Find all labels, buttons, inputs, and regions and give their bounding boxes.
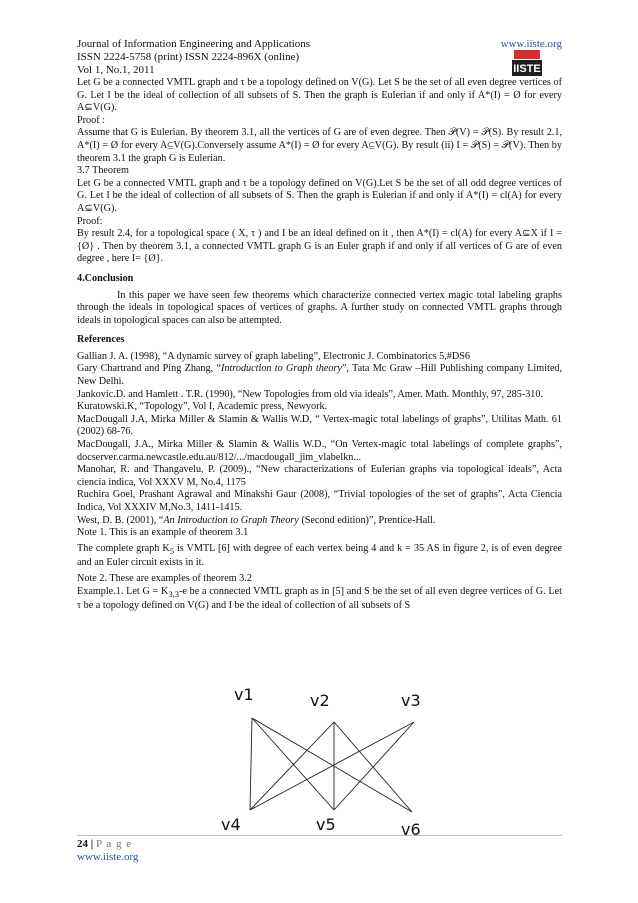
proof-label-2: Proof: xyxy=(77,215,103,227)
k5-statement: The complete graph $K_5$ is VMTL [6] with degree of each vertex being 4 and k = 35 AS in figure 2, is of even degree and an Euler circuit exists in it. xyxy=(77,542,562,569)
conclusion-text: In this paper we have seen few theorems which characterize connected vertex magic total labeling graphs through the ideals in topological spaces of vertices of graphs. A further study on connected VMTL graphs through ideals in topological spaces can also be attempted. xyxy=(77,289,562,326)
reference-item: Gary Chartrand and Ping Zhang, “Introduction to Graph theory”, Tata Mc Graw –Hill Publishing company Limited, New Delhi. xyxy=(77,363,562,388)
body-text xyxy=(77,77,562,613)
vertex-label-v3: v3 xyxy=(401,691,421,710)
reference-item: Gallian J. A. (1998), “A dynamic survey of graph labeling”, Electronic J. Combinatorics 5,#DS6 xyxy=(77,350,470,362)
page-number: 24 xyxy=(77,838,88,850)
proof-label: Proof : xyxy=(77,114,106,126)
footer-url-link[interactable]: www.iiste.org xyxy=(77,851,139,863)
journal-title: Journal of Information Engineering and Applications xyxy=(77,38,311,50)
references-heading: References xyxy=(77,334,125,346)
page-word: P a g e xyxy=(95,838,133,850)
journal-volume: Vol 1, No.1, 2011 xyxy=(77,64,155,76)
example-1: Example.1. Let $G = K_{3,3}-e$ be a connected VMTL graph as in [5] and S be the set of all even degree vertices of G. Let τ be a topology defined on V(G) and I be the ideal of collection of all subsets of S xyxy=(77,585,562,612)
vertex-label-v1: v1 xyxy=(234,685,254,704)
reference-item: Jankovic.D. and Hamlett . T.R. (1990), “New Topologies from old via ideals”, Amer. Math. Monthly, 97, 285-310. xyxy=(77,388,544,400)
footer-divider xyxy=(77,835,562,836)
graph-edge-v3-v4 xyxy=(250,722,414,810)
header-url-link[interactable]: www.iiste.org xyxy=(500,38,562,50)
journal-header xyxy=(77,38,562,77)
reference-item: West, D. B. (2001), “An Introduction to Graph Theory (Second edition)”, Prentice-Hall. xyxy=(77,514,436,526)
note-1: Note 1. This is an example of theorem 3.1 xyxy=(77,527,249,539)
graph-edge-v3-v5 xyxy=(334,722,414,810)
theorem-statement: Let G be a connected VMTL graph and τ be a topology defined on V(G). Let S be the set of all even degree vertices of G. Let I be the ideal of collection of all subsets of S. Then the graph is Eulerian if and only if A*(I) = Ø for every A⊆V(G). xyxy=(77,77,562,114)
theorem-heading: 3.7 Theorem xyxy=(77,165,129,177)
proof-text-2: By result 2.4, for a topological space ( X, τ ) and I be an ideal defined on it , then A*(I) = cl(A) for every A⊆X if I = {Ø} . Then by theorem 3.1, a connected VMTL graph G is an Euler graph if and only if all vertices of G are of even degree , here I= {Ø}. xyxy=(77,228,562,265)
graph-edge-v1-v5 xyxy=(252,718,334,810)
theorem-statement-3-7: Let G be a connected VMTL graph and τ be a topology defined on V(G).Let S be the set of all odd degree vertices of G. Let I be the ideal of collection of all subsets of S. Then the graph is Eulerian if and only if A*(I) = cl(A) for every A⊆V(G). xyxy=(77,177,562,214)
vertex-label-v6: v6 xyxy=(401,820,421,839)
reference-item: Kuratowski.K, “Topology”, Vol I, Academic press, Newyork. xyxy=(77,401,328,413)
reference-item: Ruchira Goel, Prashant Agrawal and Minakshi Gaur (2008), “Trivial topologies of the set of graphs”, Acta Ciencia Indica, Vol XXXIV M,No.3, 1411-1415. xyxy=(77,489,562,513)
reference-item: Manohar, R. and Thangavelu, P. (2009)., “New characterizations of Eulerian graphs via topological ideals”, Acta ciencia indica, Vol XXXV M, No.4, 1175 xyxy=(77,464,562,488)
graph-edge-v2-v4 xyxy=(250,722,334,810)
reference-item: MacDougall, J.A., Mirka Miller & Slamin & Wallis W.D., “On Vertex-magic total labelings of complete graphs”, docserver.carma.newcastle.edu.au/812/.../macdougall_jim_vlabelkn... xyxy=(77,439,562,463)
reference-item: MacDougall J.A, Mirka Miller & Slamin & Wallis W.D, “ Vertex-magic total labelings of graphs”, Utilitas Math. 61 (2002) 68-76. xyxy=(77,413,562,438)
vertex-label-v2: v2 xyxy=(310,691,330,710)
graph-edge-v2-v6 xyxy=(334,722,412,812)
proof-text: Assume that G is Eulerian. By theorem 3.1, all the vertices of G are of even degree. Then 𝒫(V) = 𝒫(S). By result 2.1, A*(I) = Ø for every A⊆V(G).Conversely assume A*(I) = Ø for every A⊆V(G). By result (ii) I = 𝒫(S) = 𝒫(V). Then by theorem 3.1 the graph G is Eulerian. xyxy=(77,127,562,164)
graph-edge-v1-v6 xyxy=(252,718,412,812)
vertex-label-v4: v4 xyxy=(221,815,241,834)
journal-issn: ISSN 2224-5758 (print) ISSN 2224-896X (online) xyxy=(77,51,300,63)
note-2: Note 2. These are examples of theorem 3.2 xyxy=(77,573,252,584)
conclusion-heading: 4.Conclusion xyxy=(77,272,134,284)
logo-text: IISTE xyxy=(513,63,541,75)
iiste-logo xyxy=(512,50,542,76)
graph-edge-v1-v4 xyxy=(250,718,252,810)
page-footer: 24 | P a g e www.iiste.org xyxy=(77,838,139,863)
vertex-label-v5: v5 xyxy=(316,815,336,834)
